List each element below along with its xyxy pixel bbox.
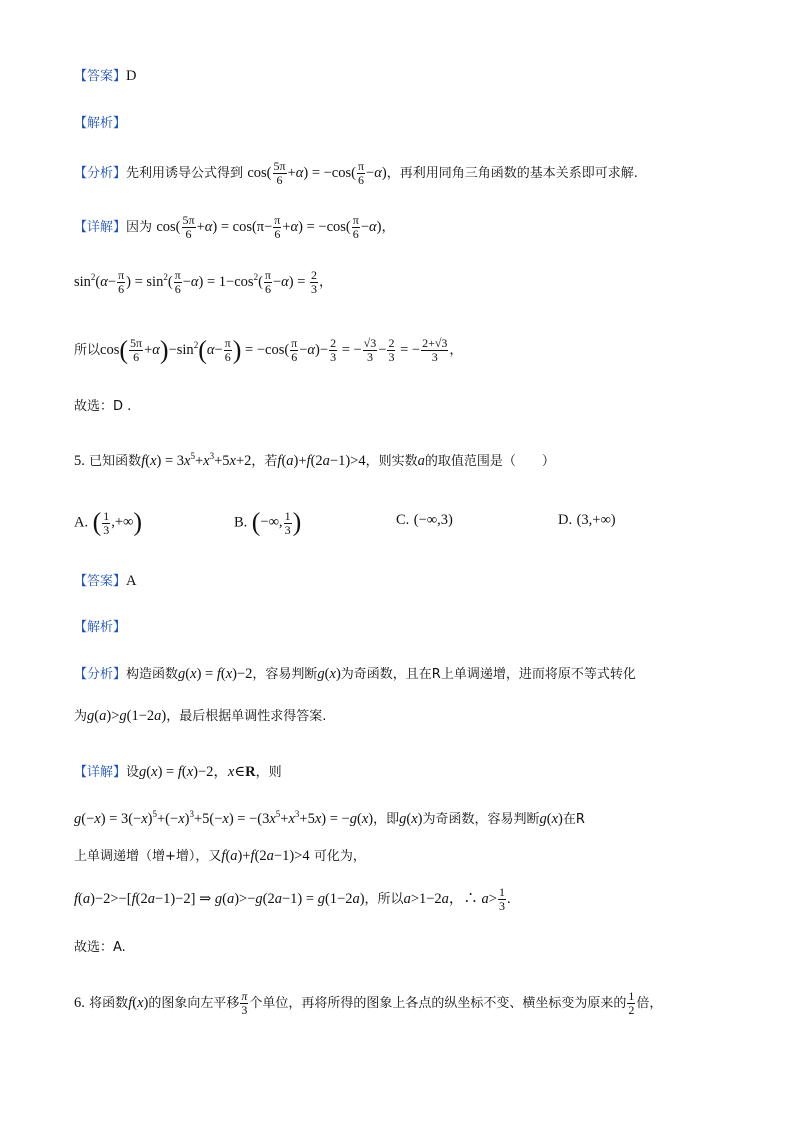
q4-analysis-tag [74, 113, 126, 134]
option-b[interactable] [234, 508, 301, 538]
q5-fenxi-line2: 为g(a)>g(1−2a)，最后根据单调性求得答案. [74, 708, 327, 724]
fenxi-tag: 【分析】 [74, 165, 127, 181]
q4-fenxi [74, 160, 638, 187]
q6-stem-end: 倍， [636, 996, 663, 1011]
q5-conclusion: 故选：A. [74, 940, 126, 955]
option-c[interactable] [396, 512, 453, 529]
formula-sin-squared: $\sin^2(\alpha-$ $\frac{\pi}{6}$ ) = $\sin^2$( $\frac{\pi}{6}$ $-\alpha) = 1-\cos^2$( $\frac{\pi}{6}$ −α) = $\frac{2}{3}$ ， [74, 268, 333, 296]
q5-detail: 【详解】设g(x) = f(x)−2，x∈R，则 [74, 764, 282, 780]
answer-tag: 【答案】 [74, 69, 127, 84]
q6-stem-mid: 的图象向左平移 [148, 996, 240, 1011]
formula-result: cos( $\frac{5\pi}{6}$ $+\alpha)-\sin^2(\alpha-$ $\frac{\pi}{6}$ ) = −cos( $\frac{\pi}{6}$ −α)− $\frac{2}{3}$ = − $\frac{√3}{3}$ − $\frac{2}{3}$ = − $\frac{2+√3}{3}$ [100, 335, 448, 365]
detail-text-2: ，则 [255, 765, 282, 780]
formula-detail-1: cos( $\frac{5\pi}{6}$ +α) = cos(π− $\frac{\pi}{6}$ +α) = −cos( $\frac{\pi}{6}$ −α) [156, 213, 382, 241]
q5-stem-text: 已知函数 [89, 453, 142, 469]
q6-stem-mid2: 个单位，再将所得的图象上各点的纵坐标不变、横坐标变为原来的 [249, 996, 627, 1011]
q5-number: 5. [74, 452, 85, 469]
detail-text: 因为 [126, 219, 153, 235]
option-d-value: (3,+∞) [576, 512, 616, 528]
q5-mono-line: 上单调递增（增+增），又f(a)+f(2a−1)>4 可化为， [74, 848, 366, 864]
q4-conclusion: 故选：D . [74, 399, 132, 414]
q5-answer [74, 571, 137, 592]
so-text: ，所以 [364, 891, 404, 907]
q6-number: 6. [74, 995, 85, 1011]
analysis-tag: 【解析】 [74, 116, 127, 131]
fenxi-text-2: ，再利用同角三角函数的基本关系即可求解. [386, 165, 638, 181]
q4-result: 所以cos( $\frac{5\pi}{6}$ $+\alpha)-\sin^2(\alpha-$ $\frac{\pi}{6}$ ) = −cos( $\frac{\pi}{6}$ −α)− $\frac{2}{3}$ = − $\frac{√3}{3}$ − $\frac{2}{3}$ = − $\frac{2+√3}{3}$ ， [74, 335, 463, 365]
option-b-letter: B. [234, 514, 248, 531]
fenxi-text: 构造函数 [126, 667, 179, 682]
formula-cos-induction: cos( $\frac{5\pi}{6}$ +α) = −cos( $\frac{\pi}{6}$ −α) [247, 159, 387, 187]
option-d[interactable] [558, 512, 616, 529]
option-a-letter: A. [74, 514, 89, 531]
q5-analysis-tag [74, 617, 126, 638]
fenxi-line2-prefix: 为 [74, 709, 88, 724]
mono-text-2: 可化为， [313, 849, 366, 864]
fenxi-text: 先利用诱导公式得到 [126, 165, 244, 181]
q4-detail: 【详解】因为 cos( $\frac{5\pi}{6}$ +α) = cos(π− $\frac{\pi}{6}$ +α) = −cos( $\frac{\pi}{6}$ −α)， [74, 213, 395, 241]
option-c-letter: C. [396, 512, 410, 528]
analysis-tag: 【解析】 [74, 620, 127, 635]
q6-stem: 6. 将函数f(x)的图象向左平移 $\frac{\pi}{3}$ 个单位，再将所得的图象上各点的纵坐标不变、横坐标变为原来的 $\frac{1}{2}$ 倍， [74, 989, 663, 1017]
fenxi-tag: 【分析】 [74, 667, 127, 682]
option-a[interactable] [74, 508, 142, 538]
q5-fenxi: 【分析】构造函数g(x) = f(x)−2，容易判断g(x)为奇函数，且在R上单调递增，进而将原不等式转化 [74, 666, 636, 682]
q5-so-line: f(a)−2>−[f(2a−1)−2] ⇒ g(a)>−g(2a−1) = g(1−2a)，所以a>1−2a，∴ a> $\frac{1}{3}$ . [74, 885, 511, 913]
detail-tag: 【详解】 [74, 765, 127, 780]
q5-stem-if: ，若 [251, 453, 278, 469]
detail-text: 设 [126, 765, 140, 780]
option-a-value: ( $\frac{1}{3}$ ,+∞) [92, 508, 143, 537]
fenxi-text-2: ，容易判断 [252, 667, 318, 682]
odd-text-3: 在R [562, 811, 585, 827]
answer-tag: 【答案】 [74, 574, 127, 589]
fenxi-line2-suffix: ，最后根据单调性求得答案. [166, 709, 327, 724]
q5-odd-line: $g(-x) = 3(-x)^5+(-x)^3+5(-x) = -(3x^5+x^3+5x) = -g(x)$，即g(x)为奇函数，容易判断g(x)在R [74, 809, 585, 827]
option-c-value: (−∞,3) [413, 512, 453, 528]
answer-value: A [126, 573, 137, 589]
suoyi-text: 所以 [74, 342, 101, 358]
option-d-letter: D. [558, 512, 573, 528]
odd-text-2: 为奇函数，容易判断 [422, 811, 540, 827]
q5-stem-suffix: ，则实数 [365, 453, 418, 469]
q4-answer [74, 66, 137, 87]
odd-text: ，即 [373, 811, 400, 827]
q5-inequality: f(a)+f(2a−1)>4 [277, 452, 366, 469]
answer-value: D [126, 68, 137, 84]
detail-tag: 【详解】 [74, 219, 127, 235]
q5-function: $f(x) = 3x^5+x^3+5x+2$ [141, 451, 252, 469]
fenxi-text-3: 为奇函数，且在R上单调递增，进而将原不等式转化 [340, 667, 636, 682]
option-b-value: (−∞, $\frac{1}{3}$ ) [251, 508, 302, 537]
mono-text: 上单调递增（增+增），又 [74, 849, 222, 864]
q5-stem-end: 的取值范围是（ ） [424, 453, 555, 469]
q5-stem: 5. 已知函数$f(x) = 3x^5+x^3+5x+2$，若f(a)+f(2a−1)>4，则实数a的取值范围是（ ） [74, 451, 555, 469]
q6-stem-text: 将函数 [89, 996, 129, 1011]
